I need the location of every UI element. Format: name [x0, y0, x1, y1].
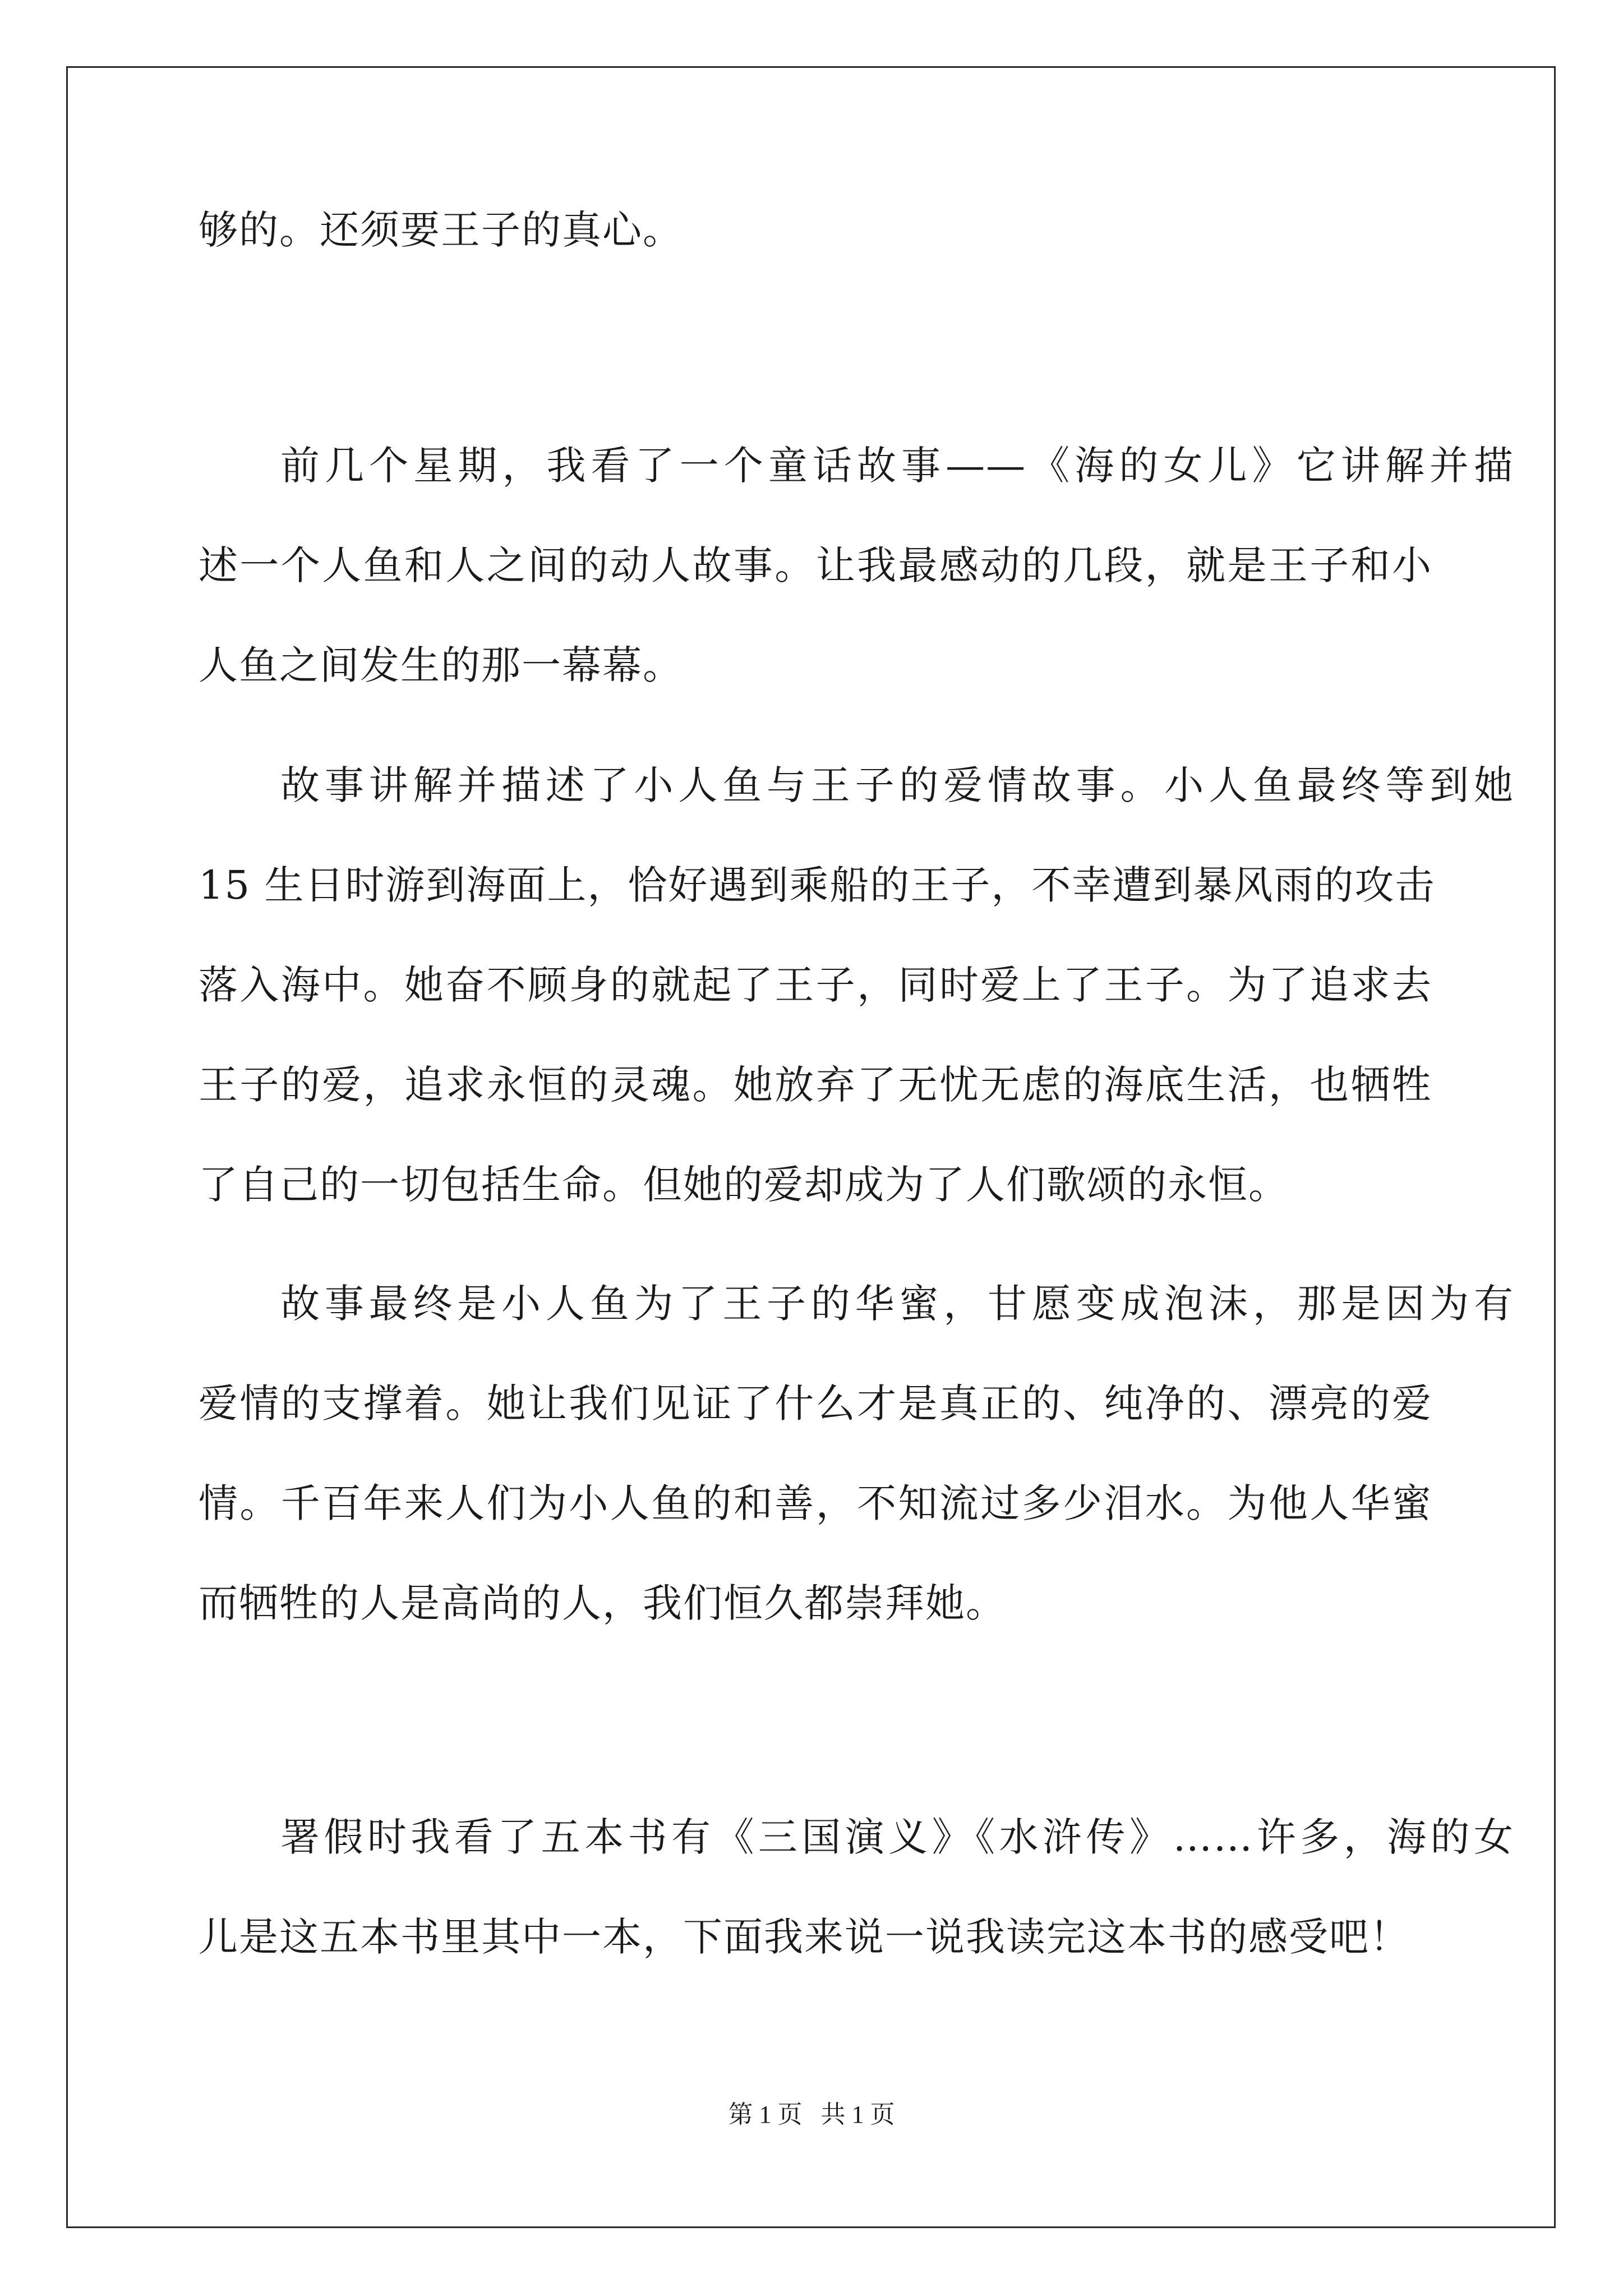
text-line: 情。千百年来人们为小人鱼的和善，不知流过多少泪水。为他人华蜜 [199, 1480, 1432, 1526]
page-total: 共 1 页 [820, 2101, 895, 2128]
paragraph-first-line: 故事讲解并描述了小人鱼与王子的爱情故事。小人鱼最终等到她 [280, 762, 1514, 808]
text-line: 王子的爱，追求永恒的灵魂。她放弃了无忧无虑的海底生活，也牺牲 [199, 1062, 1432, 1108]
page-footer [0, 2098, 1623, 2132]
text-line: 落入海中。她奋不顾身的就起了王子，同时爱上了王子。为了追求去 [199, 962, 1432, 1008]
page-number: 第 1 页 [728, 2101, 803, 2128]
text-line: 述一个人鱼和人之间的动人故事。让我最感动的几段，就是王子和小 [199, 542, 1432, 588]
page-border [66, 66, 1556, 2228]
text-line: 够的。还须要王子的真心。 [199, 207, 683, 253]
text-line: 15 生日时游到海面上，恰好遇到乘船的王子，不幸遭到暴风雨的攻击 [199, 862, 1436, 908]
text-line: 了自己的一切包括生命。但她的爱却成为了人们歌颂的永恒。 [199, 1162, 1289, 1208]
paragraph-first-line: 故事最终是小人鱼为了王子的华蜜，甘愿变成泡沫，那是因为有 [280, 1281, 1514, 1327]
paragraph-first-line: 署假时我看了五本书有《三国演义》《水浒传》……许多，海的女 [280, 1814, 1514, 1860]
text-line: 爱情的支撑着。她让我们见证了什么才是真正的、纯净的、漂亮的爱 [199, 1381, 1432, 1427]
text-line: 而牺牲的人是高尚的人，我们恒久都崇拜她。 [199, 1580, 1006, 1626]
text-line: 人鱼之间发生的那一幕幕。 [199, 642, 683, 688]
paragraph-first-line: 前几个星期，我看了一个童话故事——《海的女儿》它讲解并描 [280, 443, 1514, 489]
text-line: 儿是这五本书里其中一本，下面我来说一说我读完这本书的感受吧！ [199, 1914, 1410, 1960]
